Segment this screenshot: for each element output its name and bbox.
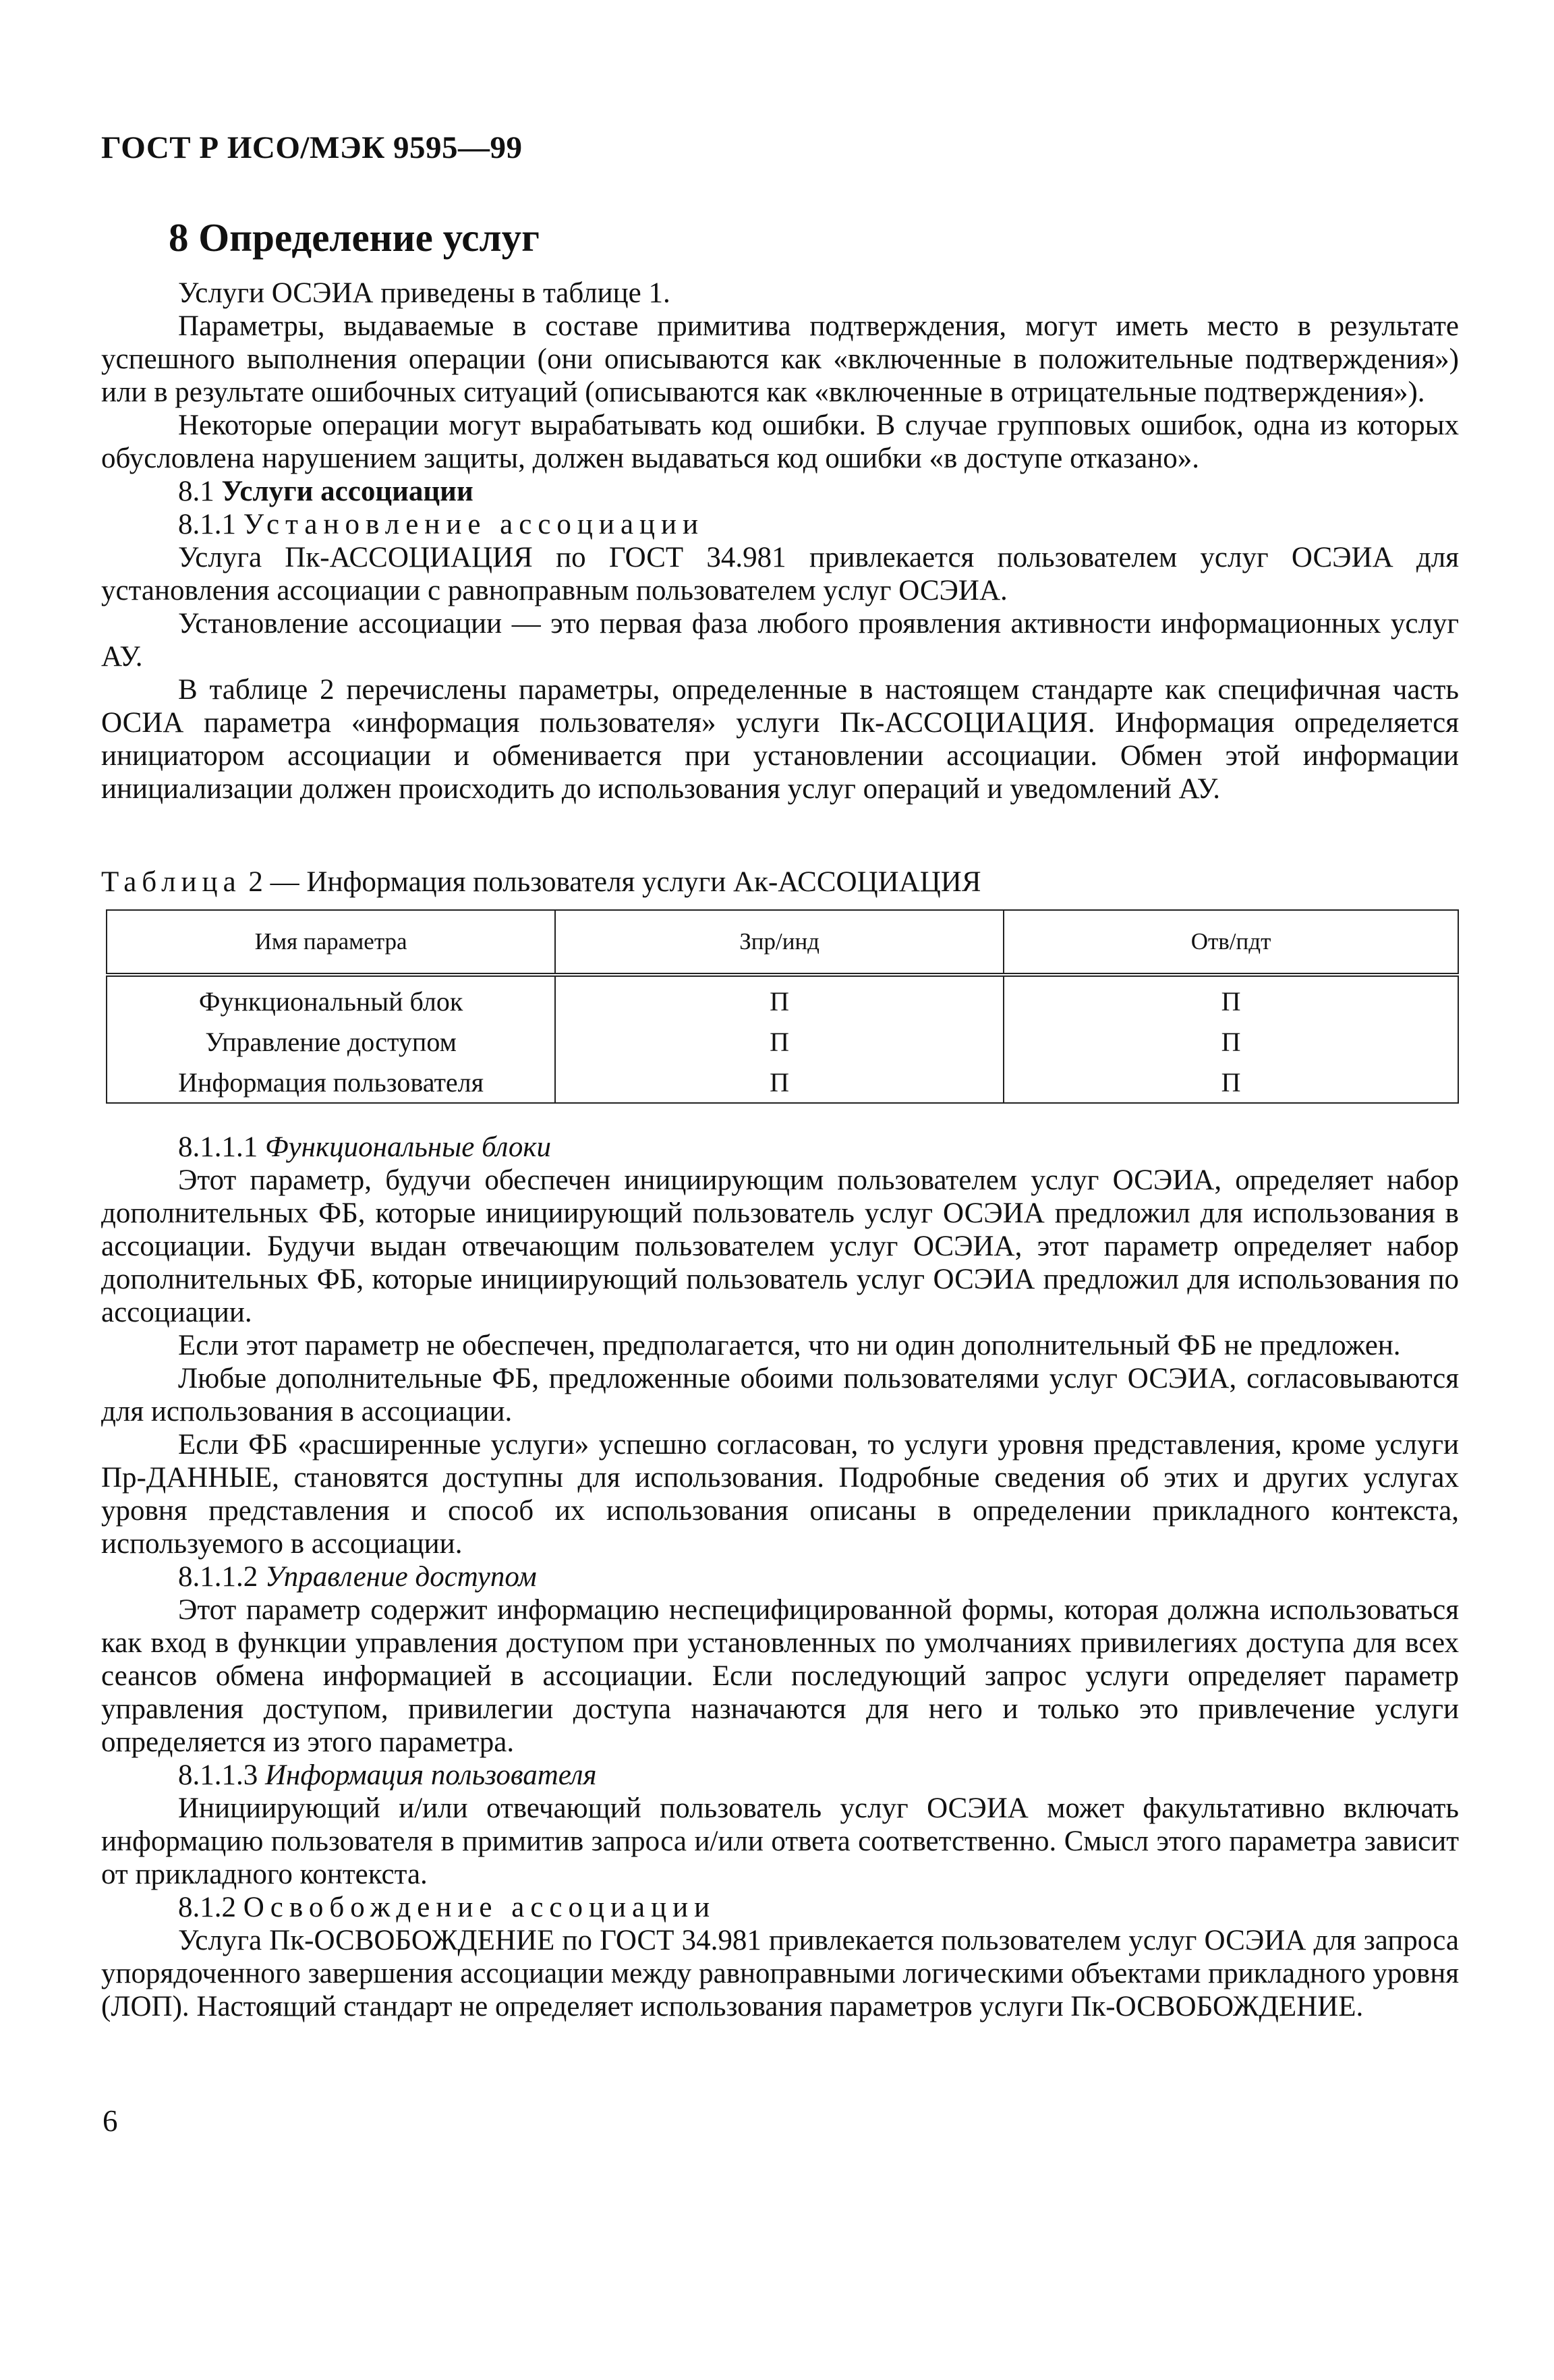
- column-header: Имя параметра: [107, 910, 555, 975]
- heading-title: Услуги ассоциации: [221, 476, 473, 507]
- paragraph: Если ФБ «расширенные услуги» успешно согласован, то услуги уровня представления, кроме услуги Пр-ДАННЫЕ, становятся доступны для использования. Подробные сведения об этих и других услугах уровня представления и способ их использования описаны в определении прикладного контекста, используемого в ассоциации.: [101, 1429, 1459, 1560]
- table-cell: П: [555, 1021, 1004, 1062]
- heading-number: 8.1.1.1: [178, 1131, 258, 1163]
- paragraph: Параметры, выдаваемые в составе примитива подтверждения, могут иметь место в результате успешного выполнения операции (они описываются как «включенные в положительные подтверждения») или в результате ошибочных ситуаций (описываются как «включенные в отрицательные подтверждения»).: [101, 310, 1459, 408]
- table-row: [107, 1062, 1458, 1103]
- paragraph: Услуга Пк-АССОЦИАЦИЯ по ГОСТ 34.981 привлекается пользователем услуг ОСЭИА для установления ассоциации с равноправным пользователем услуг ОСЭИА.: [101, 542, 1459, 606]
- column-header: Зпр/инд: [555, 910, 1004, 975]
- paragraph: Этот параметр содержит информацию неспецифицированной формы, которая должна использоваться как вход в функции управления доступом при установленных по умолчаниях привилегиях доступа для всех сеансов обмена информацией в ассоциации. Если последующий запрос услуги определяет параметр управления доступом, привилегии доступа назначаются для него и только это привлечение услуги определяется из этого параметра.: [101, 1594, 1459, 1758]
- table-cell: П: [1004, 1062, 1458, 1103]
- subsection-heading-8-1-1-2: [101, 1560, 1459, 1593]
- subsection-heading-8-1: [101, 475, 1459, 508]
- paragraph: Услуга Пк-ОСВОБОЖДЕНИЕ по ГОСТ 34.981 привлекается пользователем услуг ОСЭИА для запроса упорядоченного завершения ассоциации между равноправными логическими объектами прикладного уровня (ЛОП). Настоящий стандарт не определяет использования параметров услуги Пк-ОСВОБОЖДЕНИЕ.: [101, 1925, 1459, 2022]
- heading-title: Управление доступом: [265, 1561, 537, 1593]
- paragraph: Этот параметр, будучи обеспечен инициирующим пользователем услуг ОСЭИА, определяет набор дополнительных ФБ, которые инициирующий пользователь услуг ОСЭИА предложил для использования в ассоциации. Будучи выдан отвечающим пользователем услуг ОСЭИА, этот параметр определяет набор дополнительных ФБ, которые инициирующий пользователь услуг ОСЭИА предложил для использования по ассоциации.: [101, 1164, 1459, 1328]
- table-cell: П: [1004, 975, 1458, 1021]
- paragraph: Если этот параметр не обеспечен, предполагается, что ни один дополнительный ФБ не предложен.: [178, 1330, 1401, 1361]
- heading-number: 8.1.2: [178, 1892, 236, 1923]
- table-cell: Функциональный блок: [107, 975, 555, 1021]
- heading-title: Информация пользователя: [265, 1759, 597, 1791]
- paragraph: Любые дополнительные ФБ, предложенные обоими пользователями услуг ОСЭИА, согласовываются для использования в ассоциации.: [101, 1363, 1459, 1427]
- table-cell: П: [555, 1062, 1004, 1103]
- subsection-heading-8-1-1-1: [101, 1131, 1459, 1164]
- paragraph: В таблице 2 перечислены параметры, определенные в настоящем стандарте как специфичная часть ОСИА параметра «информация пользователя» услуги Пк-АССОЦИАЦИЯ. Информация определяется инициатором ассоциации и обменивается при установлении ассоциации. Обмен этой информации инициализации должен происходить до использования услуг операций и уведомлений АУ.: [101, 674, 1459, 805]
- section-title: 8 Определение услуг: [169, 215, 540, 260]
- heading-title: Установление ассоциации: [243, 509, 705, 540]
- subsection-heading-8-1-1-3: [101, 1759, 1459, 1792]
- table-caption: [101, 866, 981, 899]
- table-row: [107, 975, 1458, 1021]
- paragraph: Инициирующий и/или отвечающий пользователь услуг ОСЭИА может факультативно включать информацию пользователя в примитив запроса и/или ответа соответственно. Смысл этого параметра зависит от прикладного контекста.: [101, 1792, 1459, 1890]
- heading-number: 8.1.1: [178, 509, 236, 540]
- paragraph: Некоторые операции могут вырабатывать код ошибки. В случае групповых ошибок, одна из которых обусловлена нарушением защиты, должен выдаваться код ошибки «в доступе отказано».: [101, 409, 1459, 474]
- caption-prefix: Таблица: [101, 866, 241, 898]
- table-cell: П: [1004, 1021, 1458, 1062]
- heading-title: Функциональные блоки: [265, 1131, 551, 1163]
- subsection-heading-8-1-2: [101, 1891, 1459, 1924]
- table-cell: П: [555, 975, 1004, 1021]
- page-number: 6: [103, 2104, 118, 2138]
- heading-number: 8.1: [178, 476, 214, 507]
- column-header: Отв/пдт: [1004, 910, 1458, 975]
- paragraph: Установление ассоциации — это первая фаза любого проявления активности информационных услуг АУ.: [101, 608, 1459, 673]
- table-row: [107, 1021, 1458, 1062]
- heading-number: 8.1.1.2: [178, 1561, 258, 1593]
- document-header: ГОСТ Р ИСО/МЭК 9595—99: [101, 130, 523, 165]
- body-text-lower: [101, 1131, 1459, 2023]
- table-header-row: [107, 910, 1458, 975]
- body-text-upper: [101, 277, 1459, 805]
- table-cell: Управление доступом: [107, 1021, 555, 1062]
- heading-number: 8.1.1.3: [178, 1759, 258, 1791]
- caption-text: 2 — Информация пользователя услуги Ак-АССОЦИАЦИЯ: [248, 866, 981, 898]
- heading-title: Освобождение ассоциации: [243, 1892, 716, 1923]
- parameters-table: [106, 909, 1459, 1104]
- paragraph: Услуги ОСЭИА приведены в таблице 1.: [178, 277, 670, 309]
- table-cell: Информация пользователя: [107, 1062, 555, 1103]
- subsection-heading-8-1-1: [101, 508, 1459, 541]
